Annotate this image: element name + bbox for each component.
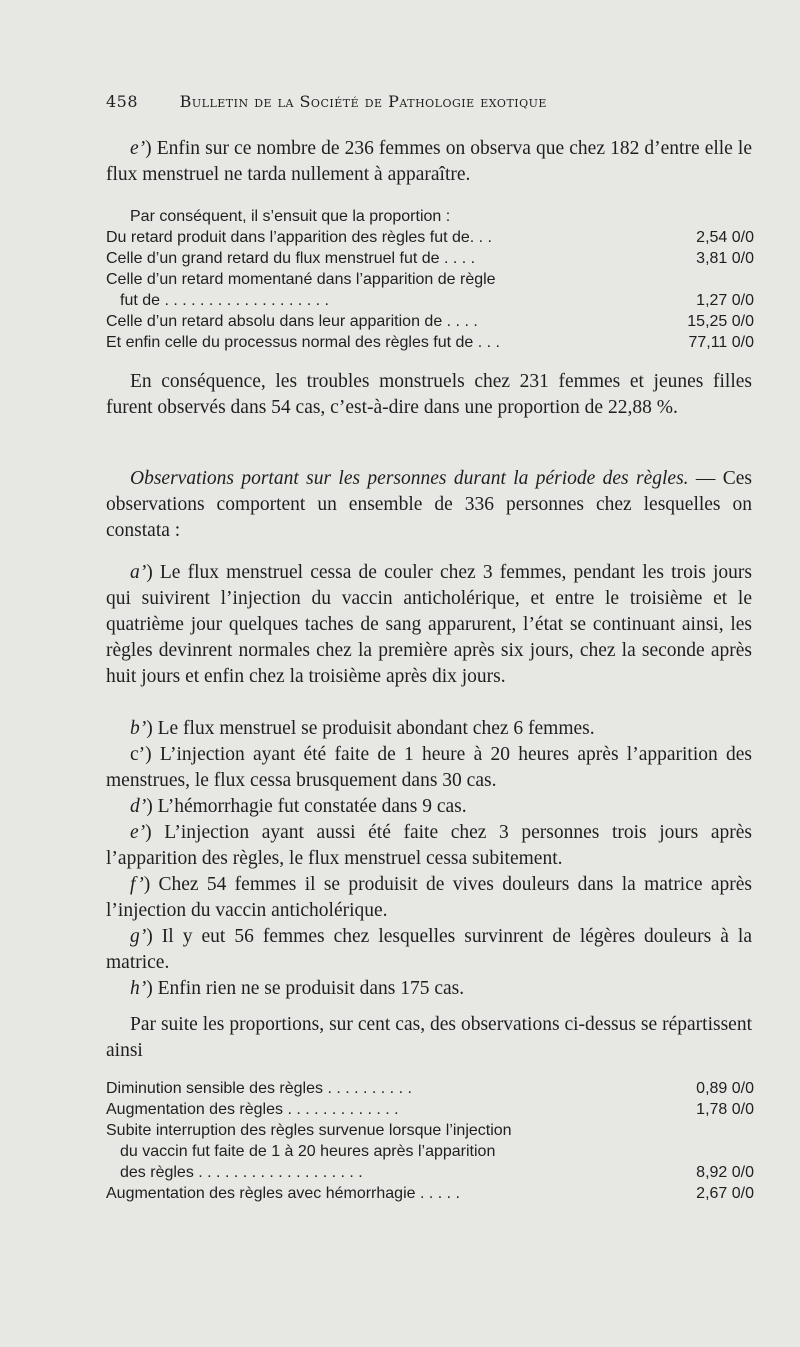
row-label: Du retard produit dans l’apparition des règles fut de. . . xyxy=(106,229,492,246)
list-item-d xyxy=(106,794,752,820)
row-value: 1,27 0/0 xyxy=(696,292,754,309)
row-label: Celle d’un retard momentané dans l’apparition de règle xyxy=(106,271,496,288)
row-label: Augmentation des règles . . . . . . . . . . . . . xyxy=(106,1101,399,1118)
table-row xyxy=(106,311,754,332)
item-text: ) Le flux menstruel se produisit abondant chez 6 femmes. xyxy=(146,718,595,739)
table-row xyxy=(106,1162,754,1183)
table-row xyxy=(106,1078,754,1099)
table-row xyxy=(106,269,754,290)
table-row xyxy=(106,332,754,353)
paragraph-consequence: En conséquence, les troubles monstruels chez 231 femmes et jeunes filles furent observés dans 54 cas, c’est-à-dire dans une proportion de 22,88 %. xyxy=(106,371,752,418)
item-text: ) Chez 54 femmes il se produisit de vives douleurs dans la matrice après l’injection du vaccin anticholérique. xyxy=(106,874,752,921)
table-row xyxy=(106,1141,754,1162)
paragraph-e xyxy=(106,136,752,188)
item-marker: h’ xyxy=(130,978,147,999)
list-item-a xyxy=(106,560,752,690)
running-header xyxy=(106,92,666,111)
table-intro xyxy=(106,206,754,227)
section-text: — Ces observations comportent un ensemble de 336 personnes chez lesquelles on constata : xyxy=(106,468,752,541)
row-label: du vaccin fut faite de 1 à 20 heures après l’apparition xyxy=(120,1143,496,1160)
row-value: 2,67 0/0 xyxy=(696,1185,754,1202)
list-item-h xyxy=(106,976,752,1002)
item-text: ) L’hémorrhagie fut constatée dans 9 cas. xyxy=(146,796,467,817)
table-row xyxy=(106,227,754,248)
row-label: Diminution sensible des règles . . . . . . . . . . xyxy=(106,1080,412,1097)
row-value: 1,78 0/0 xyxy=(696,1101,754,1118)
item-text: ) Le flux menstruel cessa de couler chez 3 femmes, pendant les trois jours qui suivirent l’injection du vaccin anticholérique, et entre le troisième et le quatrième jour quelques taches de sang apparurent, l’état se continuant ainsi, les règles devinrent normales chez la première après six jours, chez la seconde après huit jours et enfin chez la troisième après dix jours. xyxy=(106,562,752,687)
item-marker: g’ xyxy=(130,926,147,947)
list-item-e xyxy=(106,820,752,872)
table-row xyxy=(106,1099,754,1120)
row-value: 15,25 0/0 xyxy=(687,313,754,330)
item-marker: f’ xyxy=(130,874,144,895)
row-label: fut de . . . . . . . . . . . . . . . . . . . xyxy=(120,292,329,309)
item-marker: e’ xyxy=(130,138,146,159)
table-intro-text: Par conséquent, il s’ensuit que la proportion : xyxy=(130,208,451,225)
item-marker: e’ xyxy=(130,822,146,843)
item-text: ) L’injection ayant aussi été faite chez 3 personnes trois jours après l’apparition des règles, le flux menstruel cessa subitement. xyxy=(106,822,752,869)
section-heading: Observations portant sur les personnes durant la période des règles. xyxy=(130,468,689,489)
proportion-table-1 xyxy=(106,206,754,353)
table-row xyxy=(106,1120,754,1141)
list-item-c xyxy=(106,742,752,794)
row-value: 3,81 0/0 xyxy=(696,250,754,267)
proportion-table-2 xyxy=(106,1078,754,1204)
row-value: 2,54 0/0 xyxy=(696,229,754,246)
item-text: ) Il y eut 56 femmes chez lesquelles survinrent de légères douleurs à la matrice. xyxy=(106,926,752,973)
item-marker: b’ xyxy=(130,718,147,739)
table-row xyxy=(106,1183,754,1204)
item-text: ) Enfin rien ne se produisit dans 175 cas. xyxy=(146,978,465,999)
row-value: 8,92 0/0 xyxy=(696,1164,754,1181)
table-row xyxy=(106,248,754,269)
table-row xyxy=(106,290,754,311)
journal-title: Bulletin de la Société de Pathologie exotique xyxy=(179,92,547,111)
row-value: 0,89 0/0 xyxy=(696,1080,754,1097)
row-label: Subite interruption des règles survenue lorsque l’injection xyxy=(106,1122,512,1139)
paragraph-text: ) Enfin sur ce nombre de 236 femmes on observa que chez 182 d’entre elle le flux menstruel ne tarda nullement à apparaître. xyxy=(106,138,752,185)
row-label: Celle d’un retard absolu dans leur apparition de . . . . xyxy=(106,313,478,330)
section-observations xyxy=(106,466,752,544)
list-item-b xyxy=(106,716,752,742)
item-marker: c’ xyxy=(130,744,146,765)
row-label: Et enfin celle du processus normal des règles fut de . . . xyxy=(106,334,500,351)
row-label: Augmentation des règles avec hémorrhagie . . . . . xyxy=(106,1185,460,1202)
row-label: Celle d’un grand retard du flux menstruel fut de . . . . xyxy=(106,250,476,267)
item-marker: a’ xyxy=(130,562,147,583)
list-item-g xyxy=(106,924,752,976)
item-text: ) L’injection ayant été faite de 1 heure à 20 heures après l’apparition des menstrues, le flux cessa brusquement dans 30 cas. xyxy=(106,744,752,791)
paragraph-suite: Par suite les proportions, sur cent cas, des observations ci-dessus se répartissent ainsi xyxy=(106,1014,752,1061)
page-number: 458 xyxy=(106,92,139,111)
row-label: des règles . . . . . . . . . . . . . . . . . . . xyxy=(120,1164,363,1181)
item-marker: d’ xyxy=(130,796,147,817)
row-value: 77,11 0/0 xyxy=(688,334,754,351)
list-item-f xyxy=(106,872,752,924)
